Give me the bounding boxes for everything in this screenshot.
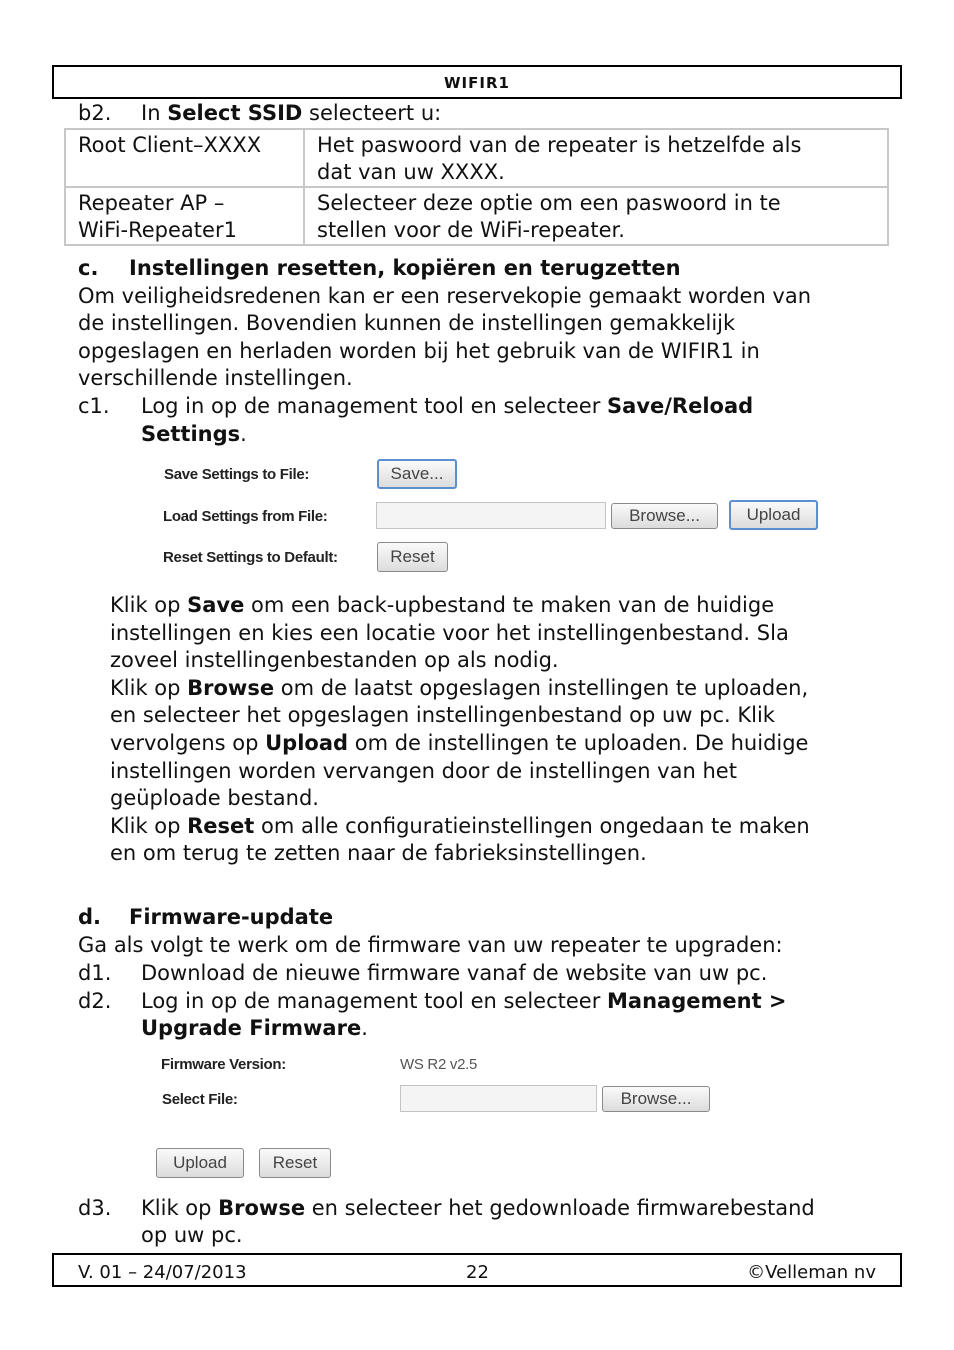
step-d3-text-cont: op uw pc.	[141, 1223, 243, 1247]
paragraph-line: Om veiligheidsredenen kan er een reservekopie gemaakt worden van	[78, 284, 812, 308]
explain-line: instellingen worden vervangen door de instellingen van het	[110, 759, 737, 783]
table-row	[65, 187, 888, 245]
step-bold: Settings	[141, 422, 241, 446]
ssid-table	[64, 128, 889, 246]
step-text: Log in op de management tool en selecteer	[141, 394, 608, 418]
text: om de instellingen te uploaden. De huidige	[348, 731, 809, 755]
text: Log in op de management tool en selecteer	[141, 989, 608, 1013]
reset-settings-label: Reset Settings to Default:	[163, 549, 338, 566]
step-b2	[78, 100, 111, 127]
step-bold: Select SSID	[167, 101, 303, 125]
bold-text: Reset	[187, 814, 255, 838]
step-d3-number: d3.	[78, 1196, 112, 1220]
firmware-browse-button[interactable]: Browse...	[602, 1086, 710, 1112]
cell-line: stellen voor de WiFi-repeater.	[317, 218, 625, 242]
step-c1-text-cont	[141, 421, 247, 448]
explain-line	[110, 675, 808, 702]
step-d2-text	[141, 988, 787, 1015]
cell-line: WiFi-Repeater1	[78, 218, 237, 242]
explain-line	[110, 730, 808, 757]
section-d-heading: Firmware-update	[129, 905, 334, 929]
explain-line: instellingen en kies een locatie voor het instellingenbestand. Sla	[110, 621, 789, 645]
step-text: .	[240, 422, 247, 446]
step-d2-text-cont	[141, 1015, 368, 1042]
cell-line: dat van uw XXXX.	[317, 160, 505, 184]
step-d1-text: Download de nieuwe firmware vanaf de website van uw pc.	[141, 961, 768, 985]
cell-line: Root Client–XXXX	[78, 133, 262, 157]
explain-line	[110, 813, 810, 840]
text: .	[361, 1016, 368, 1040]
reset-button[interactable]: Reset	[377, 542, 448, 572]
table-row	[65, 129, 888, 187]
load-settings-label: Load Settings from File:	[163, 508, 328, 525]
select-file-label: Select File:	[162, 1091, 238, 1108]
explain-line	[110, 592, 774, 619]
text: Klik op	[141, 1196, 219, 1220]
explain-line: zoveel instellingenbestanden op als nodig.	[110, 648, 559, 672]
step-c1-text	[141, 393, 753, 420]
bold-text: Upload	[265, 731, 349, 755]
bold-text: Browse	[187, 676, 275, 700]
page-header	[52, 65, 902, 99]
section-d-intro: Ga als volgt te werk om de firmware van uw repeater te upgraden:	[78, 933, 783, 957]
save-button[interactable]: Save...	[377, 459, 457, 489]
step-c1-number: c1.	[78, 394, 110, 418]
firmware-reset-button[interactable]: Reset	[259, 1148, 331, 1178]
explain-line: en selecteer het opgeslagen instellingenbestand op uw pc. Klik	[110, 703, 775, 727]
text: en selecteer het gedownloade firmwarebestand	[305, 1196, 815, 1220]
browse-button[interactable]: Browse...	[611, 503, 718, 529]
text: om de laatst opgeslagen instellingen te uploaden,	[274, 676, 809, 700]
firmware-version-label: Firmware Version:	[161, 1056, 286, 1073]
footer-page-number: 22	[466, 1262, 489, 1283]
text: vervolgens op	[110, 731, 266, 755]
paragraph-line: de instellingen. Bovendien kunnen de instellingen gemakkelijk	[78, 311, 736, 335]
upload-button[interactable]: Upload	[729, 500, 818, 530]
header-title: WIFIR1	[444, 74, 510, 92]
bold-text: Save	[187, 593, 245, 617]
file-path-field[interactable]	[376, 502, 606, 529]
firmware-version-value: WS R2 v2.5	[400, 1056, 478, 1073]
section-c-number: c.	[78, 256, 99, 280]
section-c-heading: Instellingen resetten, kopiëren en terugzetten	[129, 256, 681, 280]
table-cell-option	[65, 129, 304, 187]
save-settings-label: Save Settings to File:	[164, 466, 310, 483]
footer-copyright: ©Velleman nv	[747, 1262, 876, 1283]
step-number: b2.	[78, 101, 112, 125]
step-b2-text	[141, 100, 441, 127]
step-d2-number: d2.	[78, 989, 112, 1013]
page-footer	[52, 1253, 902, 1287]
cell-line: Het paswoord van de repeater is hetzelfde als	[317, 133, 802, 157]
step-text: selecteert u:	[302, 101, 442, 125]
bold-text: Browse	[218, 1196, 306, 1220]
table-cell-option	[65, 187, 304, 245]
firmware-file-field[interactable]	[400, 1085, 597, 1112]
firmware-upload-button[interactable]: Upload	[156, 1148, 244, 1178]
footer-version: V. 01 – 24/07/2013	[78, 1262, 247, 1283]
explain-line: en om terug te zetten naar de fabrieksinstellingen.	[110, 841, 647, 865]
step-text: In	[141, 101, 168, 125]
step-bold: Save/Reload	[607, 394, 754, 418]
text: Klik op	[110, 814, 188, 838]
paragraph-line: verschillende instellingen.	[78, 366, 353, 390]
paragraph-line: opgeslagen en herladen worden bij het gebruik van de WIFIR1 in	[78, 339, 760, 363]
text: om een back-upbestand te maken van de huidige	[244, 593, 775, 617]
step-d3-text	[141, 1195, 815, 1222]
cell-line: Selecteer deze optie om een paswoord in te	[317, 191, 781, 215]
bold-text: Upgrade Firmware	[141, 1016, 362, 1040]
table-cell-description	[304, 129, 888, 187]
bold-text: Management >	[607, 989, 787, 1013]
text: Klik op	[110, 676, 188, 700]
table-cell-description	[304, 187, 888, 245]
explain-line: geüploade bestand.	[110, 786, 319, 810]
cell-line: Repeater AP –	[78, 191, 225, 215]
section-d-number: d.	[78, 905, 102, 929]
text: om alle configuratieinstellingen ongedaan te maken	[254, 814, 810, 838]
text: Klik op	[110, 593, 188, 617]
step-d1-number: d1.	[78, 961, 112, 985]
